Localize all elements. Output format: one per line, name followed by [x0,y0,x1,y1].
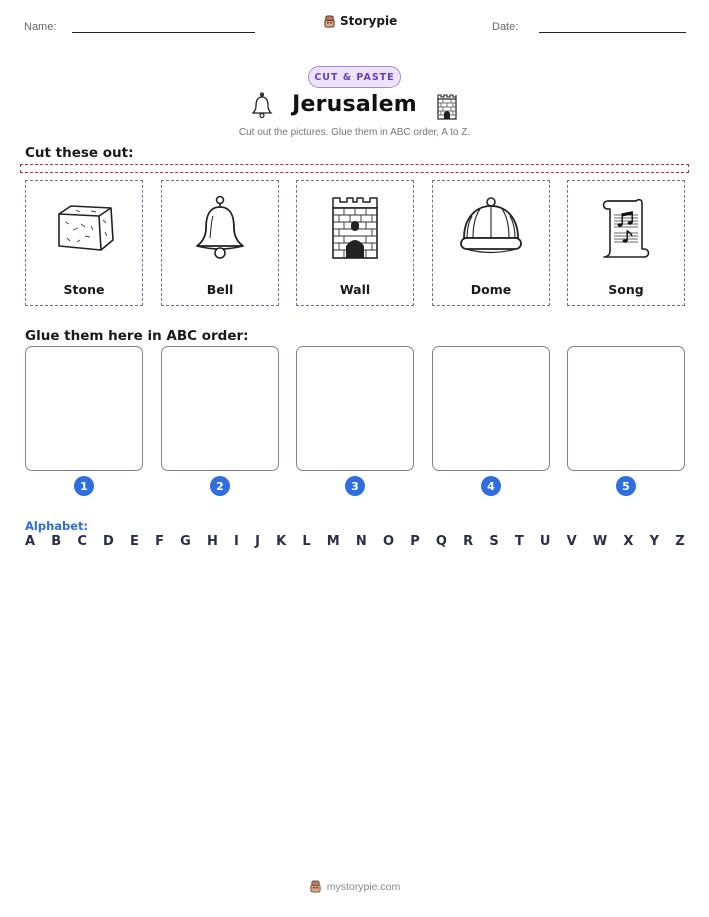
name-label: Name: [24,21,57,33]
letter: R [463,534,474,549]
letter: C [77,534,87,549]
brand-logo [323,14,397,28]
slot-number-3: 3 [345,476,365,496]
date-label: Date: [492,21,519,33]
alphabet-row [25,534,685,549]
date-line[interactable] [539,32,686,33]
letter: Z [675,534,685,549]
letter: S [489,534,499,549]
letter: P [410,534,420,549]
instructions: Cut out the pictures. Glue them in ABC order, A to Z. [238,127,471,138]
cut-card-bell[interactable] [161,180,279,306]
footer-url[interactable]: mystorypie.com [326,880,401,893]
name-line[interactable] [72,32,255,33]
letter: H [206,534,218,549]
letter: V [566,534,577,549]
glue-slot-5[interactable] [567,346,685,471]
letter: N [355,534,367,549]
storypie-mascot-icon [309,880,322,893]
letter: X [623,534,634,549]
letter: Y [649,534,660,549]
dome-icon [458,196,524,260]
letter: K [276,534,287,549]
letter: E [130,534,139,549]
activity-tag: CUT & PASTE [308,66,401,88]
letter: B [51,534,62,549]
letter: M [326,534,340,549]
cut-card-stone[interactable] [25,180,143,306]
letter: A [25,534,36,549]
glue-section-heading: Glue them here in ABC order: [25,328,249,344]
song-scroll-icon [598,195,654,261]
slot-number-1: 1 [74,476,94,496]
cut-card-label: Stone [63,282,105,297]
cut-line [20,164,689,173]
brand-name: Storypie [340,14,398,28]
glue-slot-4[interactable] [432,346,550,471]
glue-slot-3[interactable] [296,346,414,471]
letter: L [302,534,311,549]
tower-wall-icon [330,196,380,260]
letter: G [180,534,191,549]
slot-number-4: 4 [481,476,501,496]
cut-card-song[interactable] [567,180,685,306]
stone-icon [51,200,117,256]
letter: O [382,534,395,549]
letter: Q [435,534,447,549]
letter: F [155,534,164,549]
slot-number-5: 5 [616,476,636,496]
bell-icon [192,194,248,262]
letter: W [592,534,608,549]
cut-section-heading: Cut these out: [25,145,134,161]
footer [0,880,709,893]
worksheet-title: Jerusalem [292,92,417,117]
cut-card-label: Wall [339,282,371,297]
glue-slot-1[interactable] [25,346,143,471]
storypie-mascot-icon [323,15,336,28]
letter: U [539,534,551,549]
slot-number-2: 2 [210,476,230,496]
letter: I [234,534,239,549]
cut-card-wall[interactable] [296,180,414,306]
letter: D [103,534,114,549]
cut-card-label: Dome [470,282,512,297]
glue-slot-2[interactable] [161,346,279,471]
cut-card-label: Bell [206,282,234,297]
letter: T [514,534,524,549]
letter: J [255,534,260,549]
cut-card-dome[interactable] [432,180,550,306]
tower-icon [436,93,458,120]
cut-card-label: Song [608,282,644,297]
alphabet-label: Alphabet: [25,519,89,533]
